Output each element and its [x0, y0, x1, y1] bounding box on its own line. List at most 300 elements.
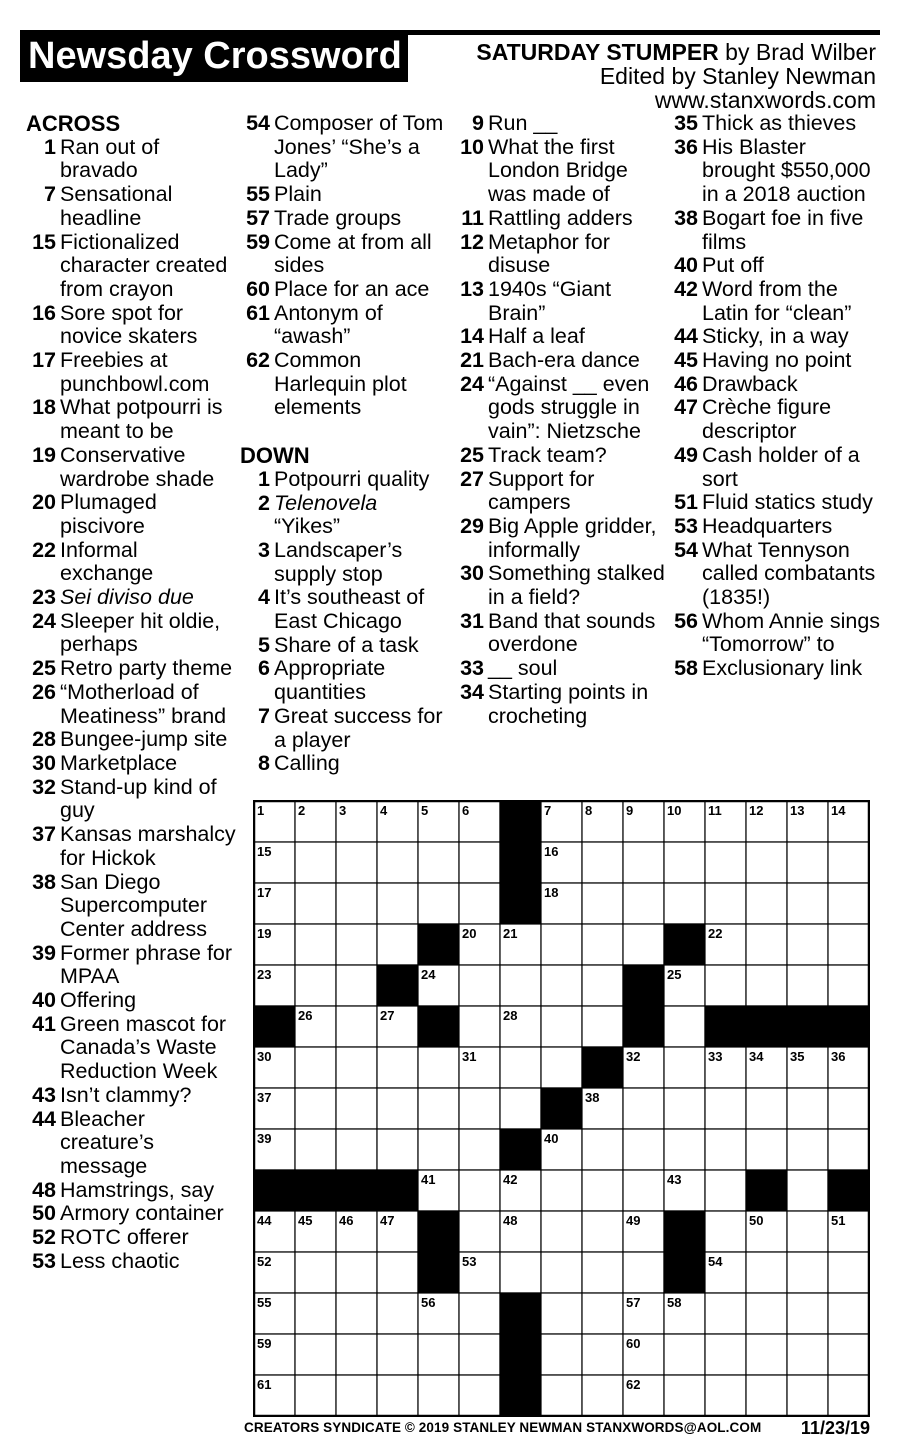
clue-item[interactable]	[26, 444, 236, 491]
clue-item[interactable]	[454, 325, 666, 349]
clue-text: Support for campers	[488, 466, 595, 515]
grid-cell[interactable]	[336, 1088, 377, 1129]
clue-text: Landscaper’s supply stop	[274, 537, 403, 586]
grid-cell[interactable]	[582, 924, 623, 965]
clue-item[interactable]	[240, 705, 450, 752]
black-square	[500, 1293, 541, 1334]
clue-item[interactable]	[668, 396, 883, 443]
grid-cell[interactable]	[541, 1047, 582, 1088]
black-square	[500, 801, 541, 842]
clue-item[interactable]	[668, 112, 883, 136]
cell-number: 29	[626, 1008, 641, 1023]
grid-cell[interactable]	[500, 1252, 541, 1293]
grid-cell[interactable]	[828, 1129, 869, 1170]
grid-cell[interactable]	[787, 1170, 828, 1211]
grid-cell[interactable]	[541, 1252, 582, 1293]
grid-cell[interactable]	[664, 883, 705, 924]
grid-cell[interactable]	[459, 1375, 500, 1416]
clue-item[interactable]	[240, 231, 450, 278]
grid-cell[interactable]	[746, 1129, 787, 1170]
grid-cell[interactable]	[828, 924, 869, 965]
grid-cell[interactable]	[582, 883, 623, 924]
clue-item[interactable]	[240, 302, 450, 349]
clue-item[interactable]	[454, 681, 666, 728]
clue-text: What the first London Bridge was made of	[488, 134, 628, 207]
clue-item[interactable]	[454, 562, 666, 609]
grid-cell[interactable]	[787, 842, 828, 883]
grid-cell[interactable]	[787, 1088, 828, 1129]
clue-number: 15	[32, 229, 56, 254]
clue-item[interactable]	[240, 586, 450, 633]
clue-text: Composer of Tom Jones’ “She’s a Lady”	[274, 111, 444, 183]
clue-item[interactable]	[240, 539, 450, 586]
clue-item[interactable]	[240, 752, 450, 776]
grid-cell[interactable]	[746, 842, 787, 883]
clue-item[interactable]	[26, 302, 236, 349]
grid-cell[interactable]	[541, 1293, 582, 1334]
grid-cell[interactable]	[746, 965, 787, 1006]
grid-cell[interactable]	[459, 965, 500, 1006]
clue-text: Isn’t clammy?	[60, 1082, 192, 1107]
grid-cell[interactable]	[746, 1375, 787, 1416]
cell-number: 50	[749, 1213, 764, 1228]
grid-cell[interactable]	[418, 1047, 459, 1088]
grid-cell[interactable]	[787, 1334, 828, 1375]
grid-cell[interactable]	[746, 1088, 787, 1129]
grid-cell[interactable]	[582, 1375, 623, 1416]
grid-cell[interactable]	[295, 924, 336, 965]
black-square	[746, 1006, 787, 1047]
grid-cell[interactable]	[582, 1006, 623, 1047]
grid-cell[interactable]	[336, 1334, 377, 1375]
clue-number: 35	[674, 111, 698, 135]
grid-cell[interactable]	[664, 1088, 705, 1129]
clue-column-2	[240, 112, 450, 776]
grid-cell[interactable]	[746, 1252, 787, 1293]
clue-item[interactable]	[454, 657, 666, 681]
grid-cell[interactable]	[828, 1252, 869, 1293]
clue-item[interactable]	[26, 396, 236, 443]
grid-cell[interactable]	[582, 1293, 623, 1334]
grid-cell[interactable]	[336, 1129, 377, 1170]
grid-cell[interactable]	[828, 842, 869, 883]
clue-item[interactable]	[240, 492, 450, 539]
clue-item[interactable]	[240, 468, 450, 492]
grid-cell[interactable]	[418, 1088, 459, 1129]
clue-item[interactable]	[26, 1250, 236, 1274]
clue-item[interactable]	[454, 444, 666, 468]
clue-number: 42	[674, 276, 698, 301]
grid-cell[interactable]	[582, 1211, 623, 1252]
grid-cell[interactable]	[582, 842, 623, 883]
clue-item[interactable]	[454, 468, 666, 515]
clue-item[interactable]	[454, 207, 666, 231]
cell-number: 43	[667, 1172, 682, 1187]
grid-cell[interactable]	[459, 1293, 500, 1334]
grid-cell[interactable]	[705, 842, 746, 883]
clue-number: 54	[674, 537, 698, 562]
cell-number: 61	[257, 1377, 272, 1392]
cell-number: 24	[421, 967, 436, 982]
clue-number: 13	[460, 276, 484, 301]
cell-number: 62	[626, 1377, 641, 1392]
clue-item[interactable]	[26, 1179, 236, 1203]
grid-cell[interactable]	[377, 842, 418, 883]
clue-item[interactable]	[668, 515, 883, 539]
editor: Edited by Stanley Newman	[599, 63, 876, 89]
grid-cell[interactable]	[828, 1375, 869, 1416]
clue-item[interactable]	[240, 657, 450, 704]
clue-number: 4	[258, 585, 270, 610]
grid-cell[interactable]	[295, 965, 336, 1006]
clue-item[interactable]	[668, 349, 883, 373]
grid-cell[interactable]	[664, 842, 705, 883]
clue-item[interactable]	[668, 207, 883, 254]
grid-cell[interactable]	[541, 965, 582, 1006]
clue-item[interactable]	[454, 610, 666, 657]
grid-cell[interactable]	[418, 1334, 459, 1375]
clue-number: 30	[460, 561, 484, 586]
grid-cell[interactable]	[705, 1088, 746, 1129]
grid-cell[interactable]	[746, 924, 787, 965]
grid-cell[interactable]	[828, 965, 869, 1006]
spacer	[240, 420, 450, 444]
grid-cell[interactable]	[459, 883, 500, 924]
grid-cell[interactable]	[623, 883, 664, 924]
black-square	[828, 1006, 869, 1047]
clue-number: 18	[32, 395, 56, 420]
cell-number: 22	[708, 926, 723, 941]
grid-cell[interactable]	[787, 883, 828, 924]
clue-text: Less chaotic	[60, 1248, 180, 1273]
cell-number: 39	[257, 1131, 272, 1146]
grid-cell[interactable]	[377, 1088, 418, 1129]
clue-item[interactable]	[668, 373, 883, 397]
grid-cell[interactable]	[582, 1252, 623, 1293]
clue-item[interactable]	[26, 610, 236, 657]
grid-cell[interactable]	[664, 1006, 705, 1047]
clue-item[interactable]	[26, 989, 236, 1013]
clue-text: “Against __ even gods struggle in vain”: Nietzsche	[488, 371, 650, 444]
clue-item[interactable]	[668, 539, 883, 610]
grid-cell[interactable]	[705, 883, 746, 924]
grid-cell[interactable]	[664, 1375, 705, 1416]
grid-cell[interactable]	[418, 1375, 459, 1416]
black-square	[418, 924, 459, 965]
clue-item[interactable]	[668, 444, 883, 491]
grid-cell[interactable]	[336, 883, 377, 924]
grid-cell[interactable]	[541, 1334, 582, 1375]
grid-cell[interactable]	[541, 1211, 582, 1252]
clue-text: Something stalked in a field?	[488, 561, 665, 610]
cell-number: 33	[708, 1049, 723, 1064]
grid-cell[interactable]	[541, 1170, 582, 1211]
clue-text: Big Apple gridder, informally	[488, 513, 657, 562]
clue-text: Sticky, in a way	[702, 324, 849, 349]
clue-item[interactable]	[26, 1084, 236, 1108]
grid-cell[interactable]	[582, 1334, 623, 1375]
clue-text: Fictionalized character created from crayon	[60, 229, 228, 301]
grid-cell[interactable]	[336, 842, 377, 883]
grid-cell[interactable]	[828, 1088, 869, 1129]
grid-cell[interactable]	[295, 1293, 336, 1334]
cell-number: 16	[544, 844, 559, 859]
grid-cell[interactable]	[582, 1129, 623, 1170]
black-square	[254, 1170, 295, 1211]
grid-cell[interactable]	[500, 1047, 541, 1088]
black-square	[377, 965, 418, 1006]
black-square	[254, 1006, 295, 1047]
grid-cell[interactable]	[787, 965, 828, 1006]
grid-cell[interactable]	[787, 1293, 828, 1334]
grid-cell[interactable]	[418, 1129, 459, 1170]
black-square	[418, 1252, 459, 1293]
clue-item[interactable]	[668, 278, 883, 325]
grid-cell[interactable]	[295, 883, 336, 924]
clue-text: 1940s “Giant Brain”	[488, 276, 612, 325]
clue-text: Drawback	[702, 371, 798, 396]
clue-item[interactable]	[240, 112, 450, 183]
black-square	[500, 1375, 541, 1416]
clue-item[interactable]	[668, 610, 883, 657]
grid-cell[interactable]	[336, 1375, 377, 1416]
clue-text: Word from the Latin for “clean”	[702, 276, 852, 325]
clue-text: Freebies at punchbowl.com	[60, 348, 210, 396]
cell-number: 40	[544, 1131, 559, 1146]
grid-cell[interactable]	[459, 1170, 500, 1211]
clue-text: Sore spot for novice skaters	[60, 300, 198, 349]
grid-cell[interactable]	[459, 1006, 500, 1047]
clue-number: 40	[32, 988, 56, 1013]
grid-cell[interactable]	[705, 1170, 746, 1211]
grid-cell[interactable]	[623, 1129, 664, 1170]
clue-item[interactable]	[668, 254, 883, 278]
cell-number: 27	[380, 1008, 395, 1023]
clue-item[interactable]	[26, 136, 236, 183]
clue-item[interactable]	[454, 278, 666, 325]
clue-text: Marketplace	[60, 750, 178, 775]
grid-cell[interactable]	[787, 1129, 828, 1170]
grid-cell[interactable]	[295, 1047, 336, 1088]
clue-item[interactable]	[26, 1202, 236, 1226]
cell-number: 49	[626, 1213, 641, 1228]
clue-item[interactable]	[454, 373, 666, 444]
clue-item[interactable]	[454, 515, 666, 562]
grid-cell[interactable]	[623, 924, 664, 965]
clue-text: Rattling adders	[488, 205, 633, 230]
clue-column-3	[454, 112, 666, 728]
clue-item[interactable]	[26, 491, 236, 538]
grid-cell[interactable]	[336, 1047, 377, 1088]
grid-cell[interactable]	[377, 1047, 418, 1088]
grid-cell[interactable]	[418, 842, 459, 883]
clue-item[interactable]	[26, 539, 236, 586]
clue-number: 17	[32, 348, 56, 373]
grid-cell[interactable]	[705, 1375, 746, 1416]
clue-item[interactable]	[26, 1013, 236, 1084]
grid-cell[interactable]	[541, 1006, 582, 1047]
clue-item[interactable]	[26, 349, 236, 396]
grid-cell[interactable]	[336, 1252, 377, 1293]
clue-number: 55	[246, 182, 270, 207]
grid-cell[interactable]	[664, 1129, 705, 1170]
grid-cell[interactable]	[705, 1334, 746, 1375]
clue-item[interactable]	[240, 634, 450, 658]
clue-number: 16	[32, 300, 56, 325]
grid-cell[interactable]	[623, 1170, 664, 1211]
grid-cell[interactable]	[746, 1334, 787, 1375]
grid-cell[interactable]	[377, 883, 418, 924]
cell-number: 10	[667, 803, 682, 818]
grid-cell[interactable]	[705, 1293, 746, 1334]
grid-cell[interactable]	[705, 1129, 746, 1170]
cell-number: 38	[585, 1090, 600, 1105]
cell-number: 5	[421, 803, 429, 818]
black-square	[500, 842, 541, 883]
grid-cell[interactable]	[459, 842, 500, 883]
clue-text: Starting points in crocheting	[488, 679, 649, 728]
clue-item[interactable]	[26, 752, 236, 776]
clue-number: 28	[32, 727, 56, 752]
clue-item[interactable]	[26, 728, 236, 752]
clue-text: ROTC offerer	[60, 1225, 189, 1250]
grid-cell[interactable]	[787, 1211, 828, 1252]
clue-text: Armory container	[60, 1201, 224, 1226]
clue-item[interactable]	[26, 1108, 236, 1179]
clue-item[interactable]	[240, 349, 450, 420]
grid-cell[interactable]	[336, 924, 377, 965]
cell-number: 60	[626, 1336, 641, 1351]
grid-cell[interactable]	[664, 1334, 705, 1375]
clue-text: Green mascot for Canada’s Waste Reduction Week	[60, 1011, 227, 1084]
grid-cell[interactable]	[377, 1293, 418, 1334]
clue-item[interactable]	[26, 871, 236, 942]
grid-cell[interactable]	[500, 1088, 541, 1129]
grid-cell[interactable]	[377, 1375, 418, 1416]
grid-cell[interactable]	[459, 1129, 500, 1170]
cell-number: 15	[257, 844, 272, 859]
clue-text: Plumaged piscivore	[60, 490, 157, 538]
grid-cell[interactable]	[828, 883, 869, 924]
grid-cell[interactable]	[418, 883, 459, 924]
clue-item[interactable]	[668, 657, 883, 681]
clue-item[interactable]	[26, 586, 236, 610]
grid-cell[interactable]	[459, 1211, 500, 1252]
grid-cell[interactable]	[787, 1375, 828, 1416]
clue-item[interactable]	[668, 136, 883, 207]
clue-item[interactable]	[26, 657, 236, 681]
clue-text: Half a leaf	[488, 324, 585, 349]
clue-item[interactable]	[240, 207, 450, 231]
clue-item[interactable]	[240, 278, 450, 302]
grid-cell[interactable]	[746, 1293, 787, 1334]
clue-item[interactable]	[454, 349, 666, 373]
clue-number: 61	[246, 300, 270, 325]
clue-number: 20	[32, 490, 56, 515]
clue-item[interactable]	[26, 1226, 236, 1250]
clue-number: 44	[674, 324, 698, 349]
clue-number: 7	[258, 703, 270, 728]
clue-text: Stand-up kind of guy	[60, 774, 217, 823]
grid-cell[interactable]	[828, 1334, 869, 1375]
clue-number: 34	[460, 679, 484, 704]
clue-item[interactable]	[454, 136, 666, 207]
clue-item[interactable]	[668, 491, 883, 515]
black-square	[377, 1170, 418, 1211]
grid-cell[interactable]	[377, 1334, 418, 1375]
grid-cell[interactable]	[746, 883, 787, 924]
grid-cell[interactable]	[500, 965, 541, 1006]
grid-cell[interactable]	[377, 1129, 418, 1170]
clue-column-1	[26, 112, 236, 1273]
clue-number: 9	[472, 111, 484, 135]
grid-cell[interactable]	[295, 1252, 336, 1293]
grid-cell[interactable]	[623, 1088, 664, 1129]
grid-cell[interactable]	[787, 1252, 828, 1293]
grid-cell[interactable]	[336, 1293, 377, 1334]
black-square	[746, 1170, 787, 1211]
clue-number: 49	[674, 442, 698, 467]
clue-item[interactable]	[26, 823, 236, 870]
cell-number: 13	[790, 803, 805, 818]
clue-text: What Tennyson called combatants (1835!)	[702, 537, 876, 610]
grid-cell[interactable]	[295, 1334, 336, 1375]
black-square	[336, 1170, 377, 1211]
clue-number: 23	[32, 585, 56, 610]
clue-item[interactable]	[26, 183, 236, 230]
grid-cell[interactable]	[336, 965, 377, 1006]
grid-cell[interactable]	[664, 1047, 705, 1088]
clue-item[interactable]	[454, 112, 666, 136]
clue-item[interactable]	[454, 231, 666, 278]
grid-cell[interactable]	[623, 1252, 664, 1293]
cell-number: 54	[708, 1254, 723, 1269]
grid-cell[interactable]	[377, 1252, 418, 1293]
clue-item[interactable]	[26, 776, 236, 823]
grid-cell[interactable]	[459, 1334, 500, 1375]
grid-cell[interactable]	[541, 924, 582, 965]
grid-cell[interactable]	[295, 1088, 336, 1129]
grid-cell[interactable]	[295, 1129, 336, 1170]
grid-cell[interactable]	[377, 924, 418, 965]
grid-cell[interactable]	[705, 965, 746, 1006]
grid-cell[interactable]	[459, 1088, 500, 1129]
grid-cell[interactable]	[582, 965, 623, 1006]
clue-item[interactable]	[26, 942, 236, 989]
grid-cell[interactable]	[623, 842, 664, 883]
clue-item[interactable]	[668, 325, 883, 349]
grid-cell[interactable]	[295, 1375, 336, 1416]
grid-cell[interactable]	[787, 924, 828, 965]
clue-text: Conservative wardrobe shade	[60, 442, 215, 491]
grid-cell[interactable]	[582, 1170, 623, 1211]
clue-item[interactable]	[26, 231, 236, 302]
crossword-grid[interactable]	[253, 800, 870, 1417]
cell-number: 46	[339, 1213, 354, 1228]
clue-number: 50	[32, 1201, 56, 1226]
cell-number: 8	[585, 803, 593, 818]
clue-item[interactable]	[240, 183, 450, 207]
black-square	[500, 1129, 541, 1170]
clue-text: Offering	[60, 988, 137, 1013]
grid-cell[interactable]	[828, 1293, 869, 1334]
grid-cell[interactable]	[336, 1006, 377, 1047]
grid-cell[interactable]	[705, 1211, 746, 1252]
clue-text-rest: “Yikes”	[274, 514, 341, 539]
clue-item[interactable]	[26, 681, 236, 728]
grid-cell[interactable]	[295, 842, 336, 883]
grid-cell[interactable]	[541, 1375, 582, 1416]
